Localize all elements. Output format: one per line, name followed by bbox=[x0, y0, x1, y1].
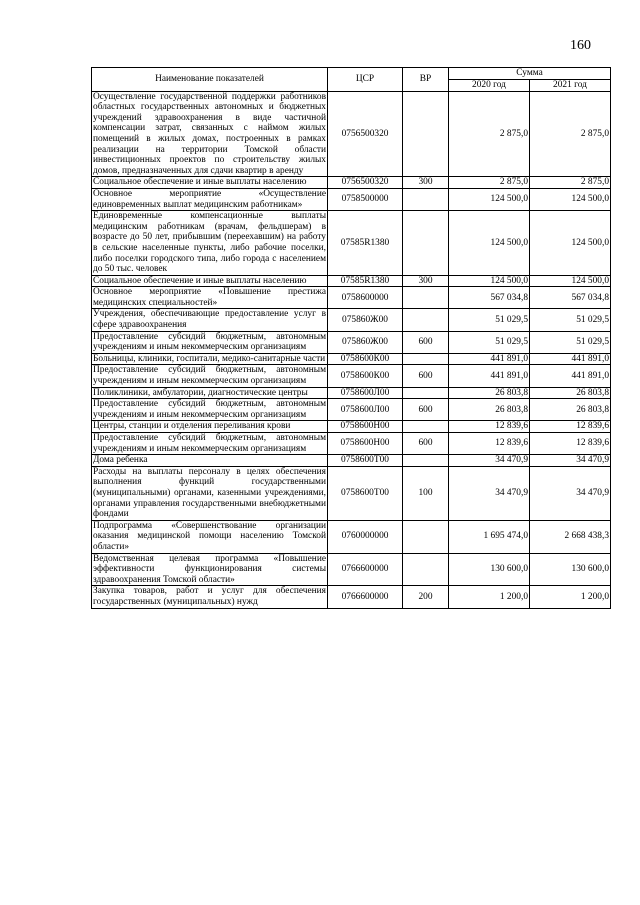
row-csr-cell: 0756500320 bbox=[328, 177, 403, 189]
row-csr-cell: 075860Ж00 bbox=[328, 331, 403, 353]
row-name-cell: Поликлиники, амбулатории, диагностические центры bbox=[92, 387, 328, 399]
row-2021-cell: 34 470,9 bbox=[530, 455, 611, 467]
row-name-cell: Предоставление субсидий бюджетным, автономным учреждениям и иным некоммерческим организациям bbox=[93, 331, 326, 353]
row-name-cell: Предоставление субсидий бюджетным, автономным учреждениям и иным некоммерческим организациям bbox=[93, 365, 326, 387]
row-name-cell: Единовременные компенсационные выплаты медицинским работникам (врачам, фельдшерам) в возрасте до 50 лет, прибывшим (переехавшим) на работу в сельские населенные пункты, либо рабочие поселки, либо поселки городского типа, либо города с населением до 50 тыс. человек bbox=[93, 211, 326, 275]
row-csr-cell: 0758600Т00 bbox=[328, 466, 403, 520]
row-vr-cell: 600 bbox=[403, 399, 449, 421]
row-2020-cell: 2 875,0 bbox=[449, 177, 530, 189]
row-csr-cell: 0766600000 bbox=[328, 586, 403, 608]
row-vr-cell: 600 bbox=[403, 365, 449, 387]
row-name-cell: Больницы, клиники, госпитали, медико-санитарные части bbox=[92, 353, 328, 365]
row-name-cell: Основное мероприятие «Повышение престижа медицинских специальностей» bbox=[93, 287, 326, 308]
table-row bbox=[92, 421, 611, 433]
row-vr-cell: 600 bbox=[403, 433, 449, 455]
row-2021-cell: 1 200,0 bbox=[530, 586, 611, 608]
row-vr-cell bbox=[403, 91, 449, 177]
row-2020-cell: 441 891,0 bbox=[449, 365, 530, 387]
table-row bbox=[92, 309, 611, 331]
row-2020-cell: 124 500,0 bbox=[449, 275, 530, 287]
row-vr-cell: 100 bbox=[403, 466, 449, 520]
row-2020-cell: 26 803,8 bbox=[449, 399, 530, 421]
row-name-cell: Учреждения, обеспечивающие предоставление услуг в сфере здравоохранения bbox=[93, 309, 326, 331]
row-2021-cell: 51 029,5 bbox=[530, 331, 611, 353]
table-row bbox=[92, 586, 611, 608]
row-2021-cell: 567 034,8 bbox=[530, 287, 611, 309]
row-2021-cell: 441 891,0 bbox=[530, 353, 611, 365]
row-2020-cell: 12 839,6 bbox=[449, 421, 530, 433]
row-2021-cell: 26 803,8 bbox=[530, 387, 611, 399]
row-vr-cell bbox=[403, 553, 449, 586]
row-2021-cell: 12 839,6 bbox=[530, 421, 611, 433]
header-name: Наименование показателей bbox=[92, 68, 328, 92]
row-2020-cell: 130 600,0 bbox=[449, 553, 530, 586]
row-vr-cell: 600 bbox=[403, 331, 449, 353]
table-row bbox=[92, 188, 611, 210]
table-row bbox=[92, 91, 611, 177]
table-row bbox=[92, 211, 611, 276]
row-2020-cell: 51 029,5 bbox=[449, 309, 530, 331]
row-vr-cell bbox=[403, 520, 449, 553]
row-2021-cell: 2 875,0 bbox=[530, 177, 611, 189]
table-row bbox=[92, 433, 611, 455]
row-vr-cell bbox=[403, 211, 449, 276]
row-csr-cell: 07585R1380 bbox=[328, 211, 403, 276]
row-2020-cell: 12 839,6 bbox=[449, 433, 530, 455]
row-vr-cell: 300 bbox=[403, 275, 449, 287]
header-vr: ВР bbox=[403, 68, 449, 92]
row-vr-cell bbox=[403, 309, 449, 331]
row-2021-cell: 34 470,9 bbox=[530, 466, 611, 520]
row-name-cell: Центры, станции и отделения переливания крови bbox=[92, 421, 328, 433]
row-2020-cell: 51 029,5 bbox=[449, 331, 530, 353]
row-csr-cell: 0758600Л00 bbox=[328, 387, 403, 399]
row-name-cell: Закупка товаров, работ и услуг для обеспечения государственных (муниципальных) нужд bbox=[93, 586, 326, 607]
row-name-cell: Предоставление субсидий бюджетным, автономным учреждениям и иным некоммерческим организациям bbox=[93, 433, 326, 454]
header-csr: ЦСР bbox=[328, 68, 403, 92]
row-2020-cell: 1 695 474,0 bbox=[449, 520, 530, 553]
row-vr-cell bbox=[403, 353, 449, 365]
table-body bbox=[92, 91, 611, 608]
row-2021-cell: 12 839,6 bbox=[530, 433, 611, 455]
row-2021-cell: 26 803,8 bbox=[530, 399, 611, 421]
budget-table bbox=[91, 67, 611, 609]
row-vr-cell: 300 bbox=[403, 177, 449, 189]
row-2020-cell: 34 470,9 bbox=[449, 466, 530, 520]
row-2021-cell: 2 875,0 bbox=[530, 91, 611, 177]
row-csr-cell: 0758500000 bbox=[328, 188, 403, 210]
row-csr-cell: 0760000000 bbox=[328, 520, 403, 553]
table-row bbox=[92, 520, 611, 553]
row-name-cell: Расходы на выплаты персоналу в целях обеспечения выполнения функций государственными (муниципальными) органами, казенными учреждениями, органами управления государственными внебюджетными фондами bbox=[93, 466, 326, 520]
row-csr-cell: 0758600Л00 bbox=[328, 399, 403, 421]
row-2021-cell: 441 891,0 bbox=[530, 365, 611, 387]
row-2020-cell: 26 803,8 bbox=[449, 387, 530, 399]
row-2020-cell: 2 875,0 bbox=[449, 91, 530, 177]
table-row bbox=[92, 466, 611, 520]
row-2021-cell: 130 600,0 bbox=[530, 553, 611, 586]
row-2020-cell: 124 500,0 bbox=[449, 188, 530, 210]
table-row bbox=[92, 455, 611, 467]
row-csr-cell: 0758600К00 bbox=[328, 353, 403, 365]
row-2020-cell: 1 200,0 bbox=[449, 586, 530, 608]
row-csr-cell: 0758600Н00 bbox=[328, 421, 403, 433]
row-2021-cell: 51 029,5 bbox=[530, 309, 611, 331]
row-name-cell: Предоставление субсидий бюджетным, автономным учреждениям и иным некоммерческим организациям bbox=[93, 399, 326, 420]
row-2021-cell: 124 500,0 bbox=[530, 188, 611, 210]
table-row bbox=[92, 365, 611, 387]
row-name-cell: Осуществление государственной поддержки работников областных государственных автономных и бюджетных учреждений здравоохранения в виде частичной компенсации затрат, связанных с наймом жилых помещений в жилых домах, построенных в рамках реализации на территории Томской области инвестиционных проектов по строительству жилых домов, предназначенных для сдачи квартир в аренду bbox=[93, 91, 326, 176]
row-2020-cell: 34 470,9 bbox=[449, 455, 530, 467]
row-name-cell: Ведомственная целевая программа «Повышение эффективности функционирования системы здравоохранения Томской области» bbox=[93, 553, 326, 585]
row-csr-cell: 0758600К00 bbox=[328, 365, 403, 387]
row-csr-cell: 07585R1380 bbox=[328, 275, 403, 287]
row-vr-cell bbox=[403, 387, 449, 399]
table-row bbox=[92, 399, 611, 421]
row-vr-cell bbox=[403, 188, 449, 210]
row-vr-cell: 200 bbox=[403, 586, 449, 608]
row-2021-cell: 124 500,0 bbox=[530, 275, 611, 287]
row-2020-cell: 441 891,0 bbox=[449, 353, 530, 365]
row-2021-cell: 2 668 438,3 bbox=[530, 520, 611, 553]
page-number: 160 bbox=[570, 38, 591, 53]
row-vr-cell bbox=[403, 455, 449, 467]
table-header bbox=[92, 68, 611, 92]
row-csr-cell: 0758600000 bbox=[328, 287, 403, 309]
header-year-2021: 2021 год bbox=[530, 79, 611, 91]
row-name-cell: Социальное обеспечение и иные выплаты населению bbox=[92, 275, 328, 287]
row-name-cell: Социальное обеспечение и иные выплаты населению bbox=[92, 177, 328, 189]
table-row bbox=[92, 287, 611, 309]
table-row bbox=[92, 331, 611, 353]
table-row bbox=[92, 177, 611, 189]
header-sum: Сумма bbox=[449, 68, 611, 80]
row-csr-cell: 0758600Т00 bbox=[328, 455, 403, 467]
row-vr-cell bbox=[403, 421, 449, 433]
header-year-2020: 2020 год bbox=[449, 79, 530, 91]
row-name-cell: Дома ребенка bbox=[92, 455, 328, 467]
row-name-cell: Подпрограмма «Совершенствование организации оказания медицинской помощи населению Томской области» bbox=[93, 520, 326, 552]
row-2020-cell: 124 500,0 bbox=[449, 211, 530, 276]
row-name-cell: Основное мероприятие «Осуществление единовременных выплат медицинским работникам» bbox=[93, 188, 326, 210]
row-2021-cell: 124 500,0 bbox=[530, 211, 611, 276]
row-csr-cell: 0766600000 bbox=[328, 553, 403, 586]
row-csr-cell: 075860Ж00 bbox=[328, 309, 403, 331]
row-vr-cell bbox=[403, 287, 449, 309]
row-2020-cell: 567 034,8 bbox=[449, 287, 530, 309]
row-csr-cell: 0758600Н00 bbox=[328, 433, 403, 455]
table-row bbox=[92, 553, 611, 586]
table-row bbox=[92, 353, 611, 365]
table-row bbox=[92, 387, 611, 399]
table-row bbox=[92, 275, 611, 287]
row-csr-cell: 0756500320 bbox=[328, 91, 403, 177]
